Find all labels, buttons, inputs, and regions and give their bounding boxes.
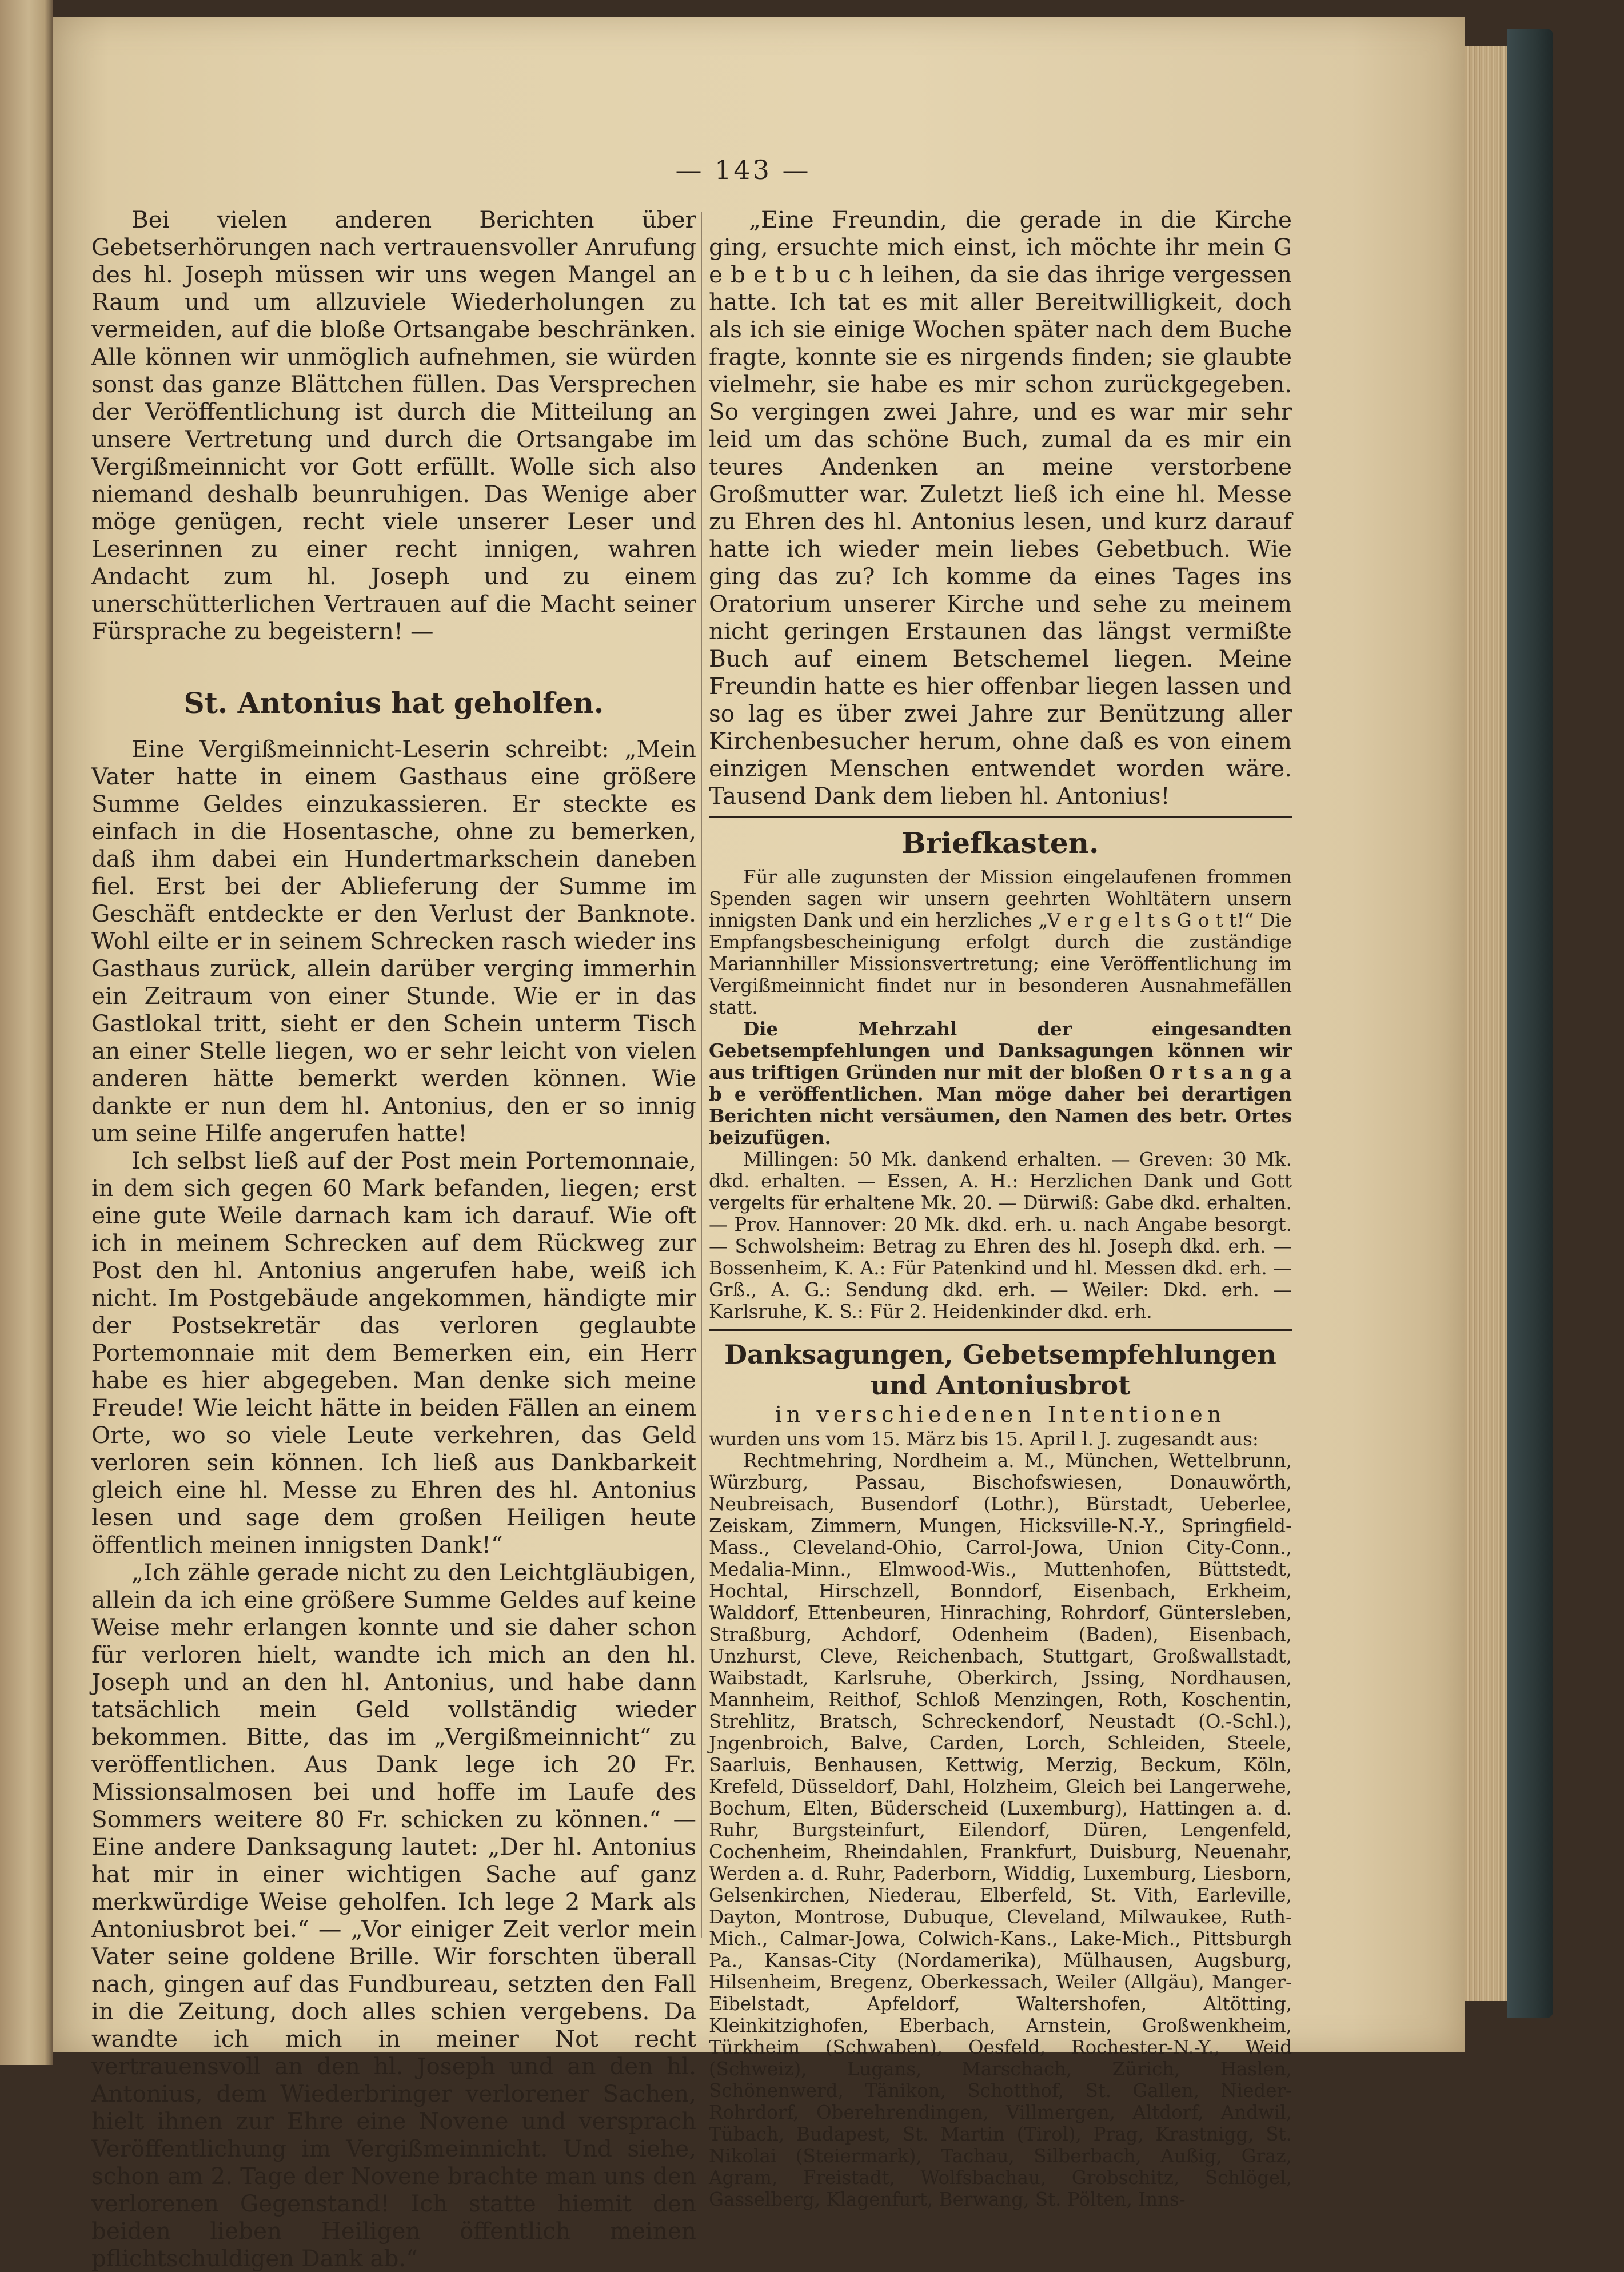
- story-paragraph: Eine Vergißmeinnicht-Leserin schreibt: „Mein Vater hatte in einem Gasthaus eine größere Summe Geldes einzukassieren. Er steckte es einfach in die Hosentasche, ohne zu bemerken, daß ihm dabei ein Hundertmarkschein daneben fiel. Erst bei der Ablieferung der Summe im Geschäft entdeckte er den Verlust der Banknote. Wohl eilte er in seinem Schrecken rasch wieder ins Gasthaus zurück, allein darüber verging immerhin ein Zeitraum von einer Stunde. Wie er in das Gastlokal tritt, sieht er den Schein unterm Tisch an einer Stelle liegen, wo er sehr leicht von vielen anderen hätte bemerkt werden können. Wie dankte er nun dem hl. Antonius, den er so innig um seine Hilfe angerufen hatte!: [91, 735, 696, 1147]
- left-page-edge: [0, 0, 53, 2065]
- danksagungen-heading: Danksagungen, Gebetsempfehlungen und Antoniusbrot: [724, 1339, 1276, 1401]
- intro-paragraph: Bei vielen anderen Berichten über Gebetserhörungen nach vertrauensvoller Anrufung des hl. Joseph müssen wir uns wegen Mangel an Raum und um allzuviele Wiederholungen zu vermeiden, auf die bloße Ortsangabe beschränken. Alle können wir unmöglich aufnehmen, sie würden sonst das ganze Blättchen füllen. Das Versprechen der Veröffentlichung ist durch die Mitteilung an unsere Vertretung und durch die Ortsangabe im Vergißmeinnicht vor Gott erfüllt. Wolle sich also niemand deshalb beunruhigen. Das Wenige aber möge genügen, recht viele unserer Leser und Leserinnen zu einer recht innigen, wahren Andacht zum hl. Joseph und zu einem unerschütterlichen Vertrauen auf die Macht seiner Fürsprache zu begeistern! —: [91, 206, 696, 645]
- story-paragraph: Ich selbst ließ auf der Post mein Portemonnaie, in dem sich gegen 60 Mark befanden, liegen; erst eine gute Weile darnach kam ich darauf. Wie oft ich in meinem Schrecken auf dem Rückweg zur Post den hl. Antonius angerufen habe, weiß ich nicht. Im Postgebäude angekommen, händigte mir der Postsekretär das verloren geglaubte Portemonnaie mit dem Bemerken ein, ein Herr habe es hier abgegeben. Man denke sich meine Freude! Wie leicht hätte in beiden Fällen an einem Orte, wo so viele Leute verkehren, das Geld verloren sein können. Ich ließ aus Dankbarkeit gleich eine hl. Messe zu Ehren des hl. Antonius lesen und sage dem großen Heiligen heute öffentlich meinen innigsten Dank!“: [91, 1147, 696, 1558]
- briefkasten-paragraph: Millingen: 50 Mk. dankend erhalten. — Greven: 30 Mk. dkd. erhalten. — Essen, A. H.: Herzlichen Dank und Gott vergelts für erhaltene Mk. 20. — Dürwiß: Gabe dkd. erhalten. — Prov. Hannover: 20 Mk. dkd. erh. u. nach Angabe besorgt. — Schwolsheim: Betrag zu Ehren des hl. Joseph dkd. erh. — Bossenheim, K. A.: Für Patenkind und hl. Messen dkd. erh. — Grß., A. G.: Sendung dkd. erh. — Weiler: Dkd. erh. — Karlsruhe, K. S.: Für 2. Heidenkinder dkd. erh.: [709, 1149, 1292, 1322]
- page-number: — 143 —: [675, 154, 811, 185]
- briefkasten-paragraph: Die Mehrzahl der eingesandten Gebetsempfehlungen und Danksagungen können wir aus triftigen Gründen nur mit der bloßen O r t s a n g a b e veröffentlichen. Man möge daher bei derartigen Berichten nicht versäumen, den Namen des betr. Ortes beizufügen.: [709, 1018, 1292, 1149]
- antonius-heading: St. Antonius hat geholfen.: [183, 686, 604, 720]
- briefkasten-section: [709, 866, 1292, 1322]
- danksagungen-section: [709, 1428, 1292, 2210]
- danksagungen-subheading: in verschiedenen Intentionen: [775, 1402, 1226, 1427]
- danksagungen-intro: wurden uns vom 15. März bis 15. April l. J. zugesandt aus:: [709, 1428, 1259, 1450]
- danksagungen-places: Rechtmehring, Nordheim a. M., München, Wettelbrunn, Würzburg, Passau, Bischofswiesen, Donauwörth, Neubreisach, Busendorf (Lothr.), Bürstadt, Ueberlee, Zeiskam, Zimmern, Mungen, Hicksville-N.-Y., Springfield-Mass., Cleveland-Ohio, Carrol-Jowa, Union City-Conn., Medalia-Minn., Elmwood-Wis., Muttenhofen, Büttstedt, Hochtal, Hirschzell, Bonndorf, Eisenbach, Erkheim, Walddorf, Ettenbeuren, Hinraching, Rohrdorf, Güntersleben, Straßburg, Achdorf, Odenheim (Baden), Eisenbach, Unzhurst, Cleve, Reichenbach, Stuttgart, Großwallstadt, Waibstadt, Karlsruhe, Oberkirch, Jssing, Nordhausen, Mannheim, Reithof, Schloß Menzingen, Roth, Koschentin, Strehlitz, Bratsch, Schreckendorf, Neustadt (O.-Schl.), Jngenbroich, Balve, Carden, Lorch, Schleiden, Steele, Saarluis, Benhausen, Kettwig, Merzig, Beckum, Köln, Krefeld, Düsseldorf, Dahl, Holzheim, Gleich bei Langerwehe, Bochum, Elten, Büderscheid (Luxemburg), Hattingen a. d. Ruhr, Burgsteinfurt, Eilendorf, Düren, Lengenfeld, Cochenheim, Rheindahlen, Frankfurt, Duisburg, Neuenahr, Werden a. d. Ruhr, Paderborn, Widdig, Luxemburg, Liesborn, Gelsenkirchen, Niederau, Elberfeld, St. Vith, Earleville, Dayton, Montrose, Dubuque, Cleveland, Milwaukee, Ruth-Mich., Calmar-Jowa, Colwich-Kans., Lake-Mich., Pittsburgh Pa., Kansas-City (Nordamerika), Mülhausen, Augsburg, Hilsenheim, Bregenz, Oberkessach, Weiler (Allgäu), Manger-Eibelstadt, Apfeldorf, Waltershofen, Altötting, Kleinkitzighofen, Eberbach, Arnstein, Großwenkheim, Türkheim (Schwaben), Oesfeld, Rochester-N.-Y., Weid (Schweiz), Lugans, Marschach, Zürich, Haslen, Schönenwerd, Tänikon, Schotthof, St. Gallen, Nieder-Rohrdorf, Oberehrendingen, Villmergen, Altdorf, Andwil, Tübach, Budapest, St. Martin (Tirol), Prag, Krastnigg, St. Nikolai (Steiermark), Tachau, Silberbach, Außig, Graz, Agram, Freistadt, Wolfsbachau, Grobschitz, Schlögel, Gasselberg, Klagenfurt, Berwang, St. Pölten, Inns-: [709, 1450, 1292, 2210]
- briefkasten-heading: Briefkasten.: [901, 826, 1099, 860]
- page-block-edges: [1465, 46, 1507, 2001]
- story-paragraph: „Ich zähle gerade nicht zu den Leichtgläubigen, allein da ich eine größere Summe Geldes auf keine Weise mehr erlangen konnte und sie daher schon für verloren hielt, wandte ich mich an den hl. Joseph und an den hl. Antonius, und habe dann tatsächlich mein Geld vollständig wieder bekommen. Bitte, das im „Vergißmeinnicht“ zu veröffentlichen. Aus Dank lege ich 20 Fr. Missionsalmosen bei und hoffe im Laufe des Sommers weitere 80 Fr. schicken zu können.“ — Eine andere Danksagung lautet: „Der hl. Antonius hat mir in einer wichtigen Sache auf ganz merkwürdige Weise geholfen. Ich lege 2 Mark als Antoniusbrot bei.“ — „Vor einiger Zeit verlor mein Vater seine goldene Brille. Wir forschten überall nach, gingen auf das Fundbureau, setzten den Fall in die Zeitung, doch alles schien vergebens. Da wandte ich mich in meiner Not recht vertrauensvoll an den hl. Joseph und an den hl. Antonius, dem Wiederbringer verlorener Sachen, hielt ihnen zur Ehre eine Novene und versprach Veröffentlichung im Vergißmeinnicht. Und siehe, schon am 2. Tage der Novene brachte man uns den verlorenen Gegenstand! Ich statte hiemit den beiden lieben Heiligen öffentlich meinen pflichtschuldigen Dank ab.“: [91, 1558, 696, 2272]
- section-rule: [709, 1329, 1292, 1331]
- section-rule: [709, 816, 1292, 818]
- column-divider: [701, 212, 702, 1938]
- left-page-margin-marks: [3, 172, 49, 1887]
- book-cover: [1507, 29, 1553, 2018]
- left-column: [91, 206, 696, 2272]
- right-column: [709, 206, 1292, 2210]
- gebetbuch-story: „Eine Freundin, die gerade in die Kirche ging, ersuchte mich einst, ich möchte ihr mein G e b e t b u c h leihen, da sie das ihrige vergessen hatte. Ich tat es mit aller Bereitwilligkeit, doch als ich sie einige Wochen später nach dem Buche fragte, konnte sie es nirgends finden; sie glaubte vielmehr, sie habe es mir schon zurückgegeben. So vergingen zwei Jahre, und es war mir sehr leid um das schöne Buch, zumal da es mir ein teures Andenken an meine verstorbene Großmutter war. Zuletzt ließ ich eine hl. Messe zu Ehren des hl. Antonius lesen, und kurz darauf hatte ich wieder mein liebes Gebetbuch. Wie ging das zu? Ich komme da eines Tages ins Oratorium unserer Kirche und sehe zu meinem nicht geringen Erstaunen das längst vermißte Buch auf einem Betschemel liegen. Meine Freundin hatte es hier offenbar liegen lassen und so lag es über zwei Jahre zur Benützung aller Kirchenbesucher herum, ohne daß es von einem einzigen Menschen entwendet worden wäre. Tausend Dank dem lieben hl. Antonius!: [709, 206, 1292, 810]
- briefkasten-paragraph: Für alle zugunsten der Mission eingelaufenen frommen Spenden sagen wir unsern geehrten Wohltätern unsern innigsten Dank und ein herzliches „V e r g e l t s G o t t!“ Die Empfangsbescheinigung erfolgt durch die zuständige Mariannhiller Missionsvertretung; eine Veröffentlichung im Vergißmeinnicht findet nur in besonderen Ausnahmefällen statt.: [709, 866, 1292, 1018]
